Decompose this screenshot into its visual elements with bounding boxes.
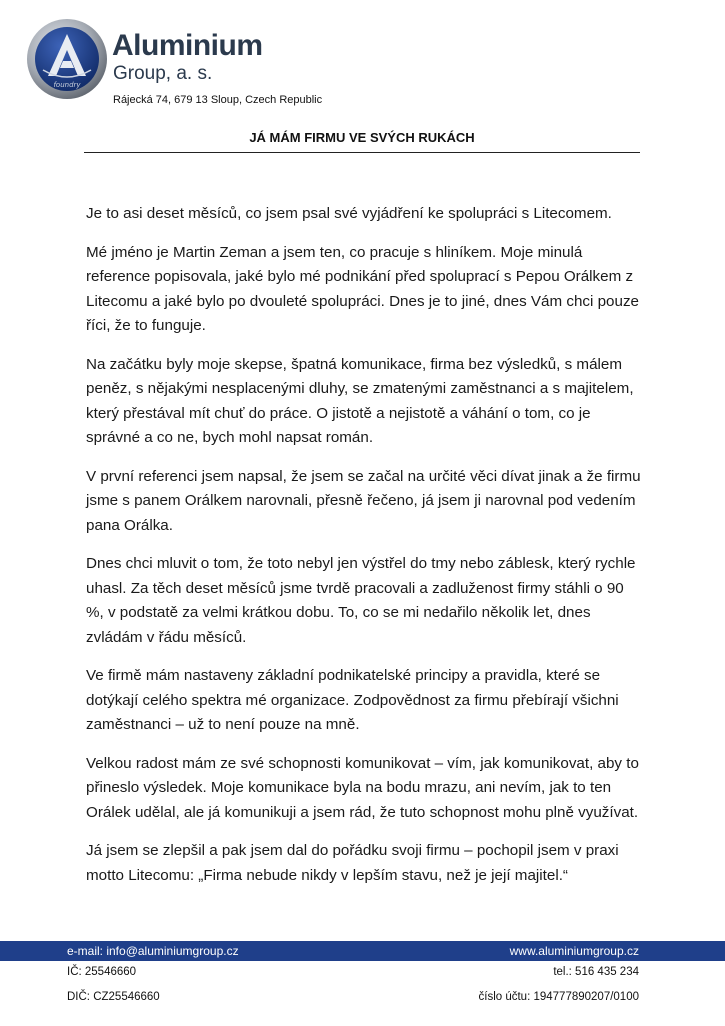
footer-ico: IČ: 25546660 [67,966,137,978]
paragraph: Dnes chci mluvit o tom, že toto nebyl jen výstřel do tmy nebo záblesk, který rychle uhasl. Za těch deset měsíců jsme tvrdě pracovali a zadluženost firmy stáhli o 90 %, v podstatě za velmi krátkou dobu. To, co se mi nedařilo několik let, dnes zvládám v řádu měsíců. [86,555,636,646]
company-logo [26,18,108,100]
paragraph: V první referenci jsem napsal, že jsem se začal na určité věci dívat jinak a že firmu jsme s panem Orálkem narovnali, přesně řečeno, já jsem ji narovnal pod vedením pana Orálka. [86,467,641,534]
document-body [86,202,642,902]
brand-subtitle: Group, a. s. [113,63,213,84]
svg-text:foundry: foundry [53,81,81,89]
footer-website[interactable]: www.aluminiumgroup.cz [509,944,639,958]
footer-account: číslo účtu: 194777890207/0100 [478,991,639,1003]
paragraph: Velkou radost mám ze své schopnosti komunikovat – vím, jak komunikovat, aby to přineslo výsledek. Moje komunikace byla na bodu mrazu, ani nevím, jak to ten Orálek udělal, ale já komunikuji a jsem rád, že tuto schopnost mohu plně využívat. [86,754,639,821]
footer-contact-bar [0,941,725,961]
paragraph: Je to asi deset měsíců, co jsem psal své vyjádření ke spolupráci s Litecomem. [86,205,612,222]
title-divider [84,152,640,153]
footer-phone: tel.: 516 435 234 [553,966,639,978]
brand-name: Aluminium [112,29,263,62]
footer-email[interactable]: e-mail: info@aluminiumgroup.cz [67,944,239,958]
company-address: Rájecká 74, 679 13 Sloup, Czech Republic [113,94,323,106]
paragraph: Ve firmě mám nastaveny základní podnikatelské principy a pravidla, které se dotýkají celého spektra mé organizace. Zodpovědnost za firmu přebírají všichni zaměstnanci – už to není pouze na mně. [86,667,619,733]
paragraph: Na začátku byly moje skepse, špatná komunikace, firma bez výsledků, s málem peněz, s nějakými nesplacenými dluhy, se zmatenými zaměstnanci a s majitelem, který přestával mít chuť do práce. O jistotě a nejistotě a váhání o tom, co je správné a co ne, bych mohl napsat román. [86,355,634,446]
paragraph: Mé jméno je Martin Zeman a jsem ten, co pracuje s hliníkem. Moje minulá reference popisovala, jaké bylo mé podnikání před spoluprací s Pepou Orálkem z Litecomu a jaké bylo po dvouleté spolupráci. Dnes je to jiné, dnes Vám chci pouze říci, že to funguje. [86,243,639,334]
document-title: JÁ MÁM FIRMU VE SVÝCH RUKÁCH [249,130,475,145]
footer-dic: DIČ: CZ25546660 [67,991,160,1003]
logo-emblem-icon [26,18,108,100]
paragraph: Já jsem se zlepšil a pak jsem dal do pořádku svoji firmu – pochopil jsem v praxi motto Litecomu: „Firma nebude nikdy v lepším stavu, než je její majitel.“ [86,842,619,884]
